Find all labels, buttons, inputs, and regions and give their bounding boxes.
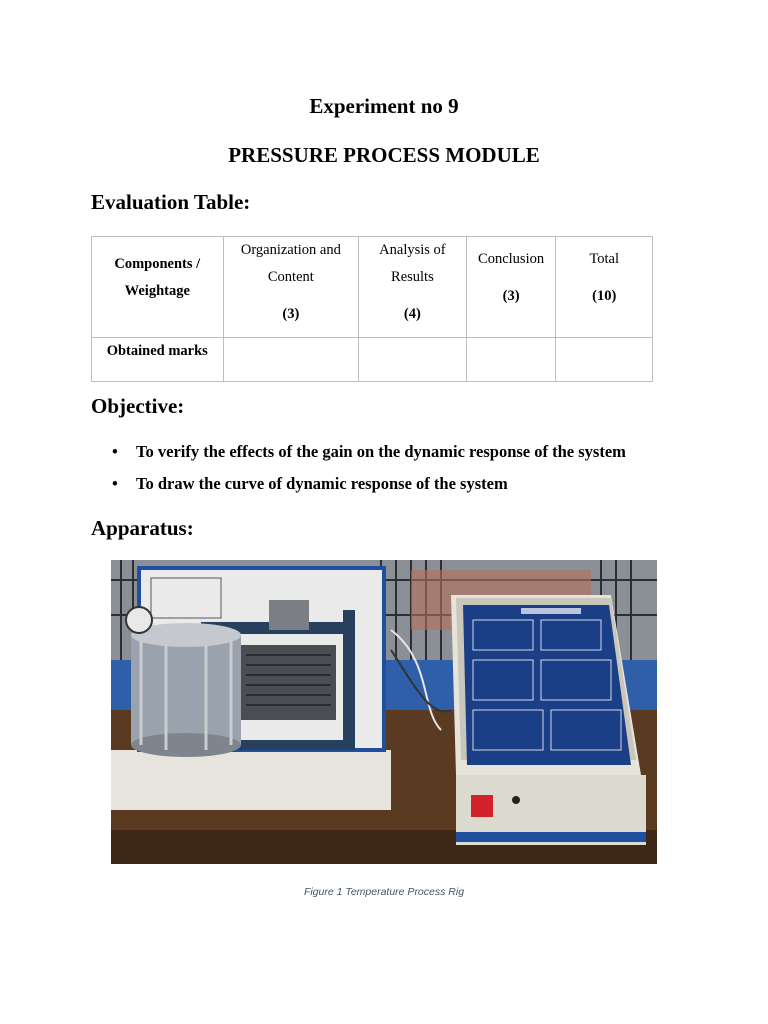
analysis-weight: (4): [403, 306, 421, 322]
components-cell: [92, 237, 224, 338]
weightage-label: Weightage: [124, 283, 190, 299]
analysis-cell: [359, 237, 467, 338]
analysis-label-1: Analysis of: [379, 242, 446, 258]
analysis-label-2: Results: [391, 269, 434, 285]
conclusion-label: Conclusion: [478, 251, 545, 267]
conclusion-weight: (3): [502, 288, 520, 304]
total-cell: [556, 237, 653, 338]
experiment-title: Experiment no 9: [309, 94, 459, 118]
obtained-marks-label-cell: [92, 338, 224, 382]
list-item: • To verify the effects of the gain on the dynamic response of the system: [110, 438, 626, 470]
apparatus-heading: Apparatus:: [91, 516, 194, 540]
evaluation-table: [91, 236, 653, 382]
table-header-row: [92, 237, 653, 338]
bullet-icon: •: [112, 442, 118, 461]
marks-analysis-cell: [359, 338, 467, 382]
marks-total-cell: [556, 338, 653, 382]
org-content-label-2: Content: [267, 269, 314, 285]
marks-conclusion-cell: [466, 338, 556, 382]
figure-caption: Figure 1 Temperature Process Rig: [303, 886, 465, 898]
module-title: PRESSURE PROCESS MODULE: [228, 143, 540, 167]
obtained-marks-label: Obtained marks: [106, 343, 208, 359]
list-item: • To draw the curve of dynamic response of the system: [110, 470, 626, 502]
obtained-marks-row: [92, 338, 653, 382]
bullet-icon: •: [112, 474, 118, 493]
apparatus-photo: [111, 560, 657, 864]
org-content-label-1: Organization and: [240, 242, 341, 258]
objective-heading: Objective:: [91, 394, 185, 418]
components-label: Components /: [114, 256, 201, 272]
total-weight: (10): [592, 288, 617, 304]
org-content-weight: (3): [282, 306, 300, 322]
total-label: Total: [589, 251, 620, 267]
conclusion-cell: [466, 237, 556, 338]
evaluation-heading: Evaluation Table:: [91, 190, 251, 214]
objective-list: [110, 438, 626, 502]
marks-org-cell: [223, 338, 359, 382]
org-content-cell: [223, 237, 359, 338]
